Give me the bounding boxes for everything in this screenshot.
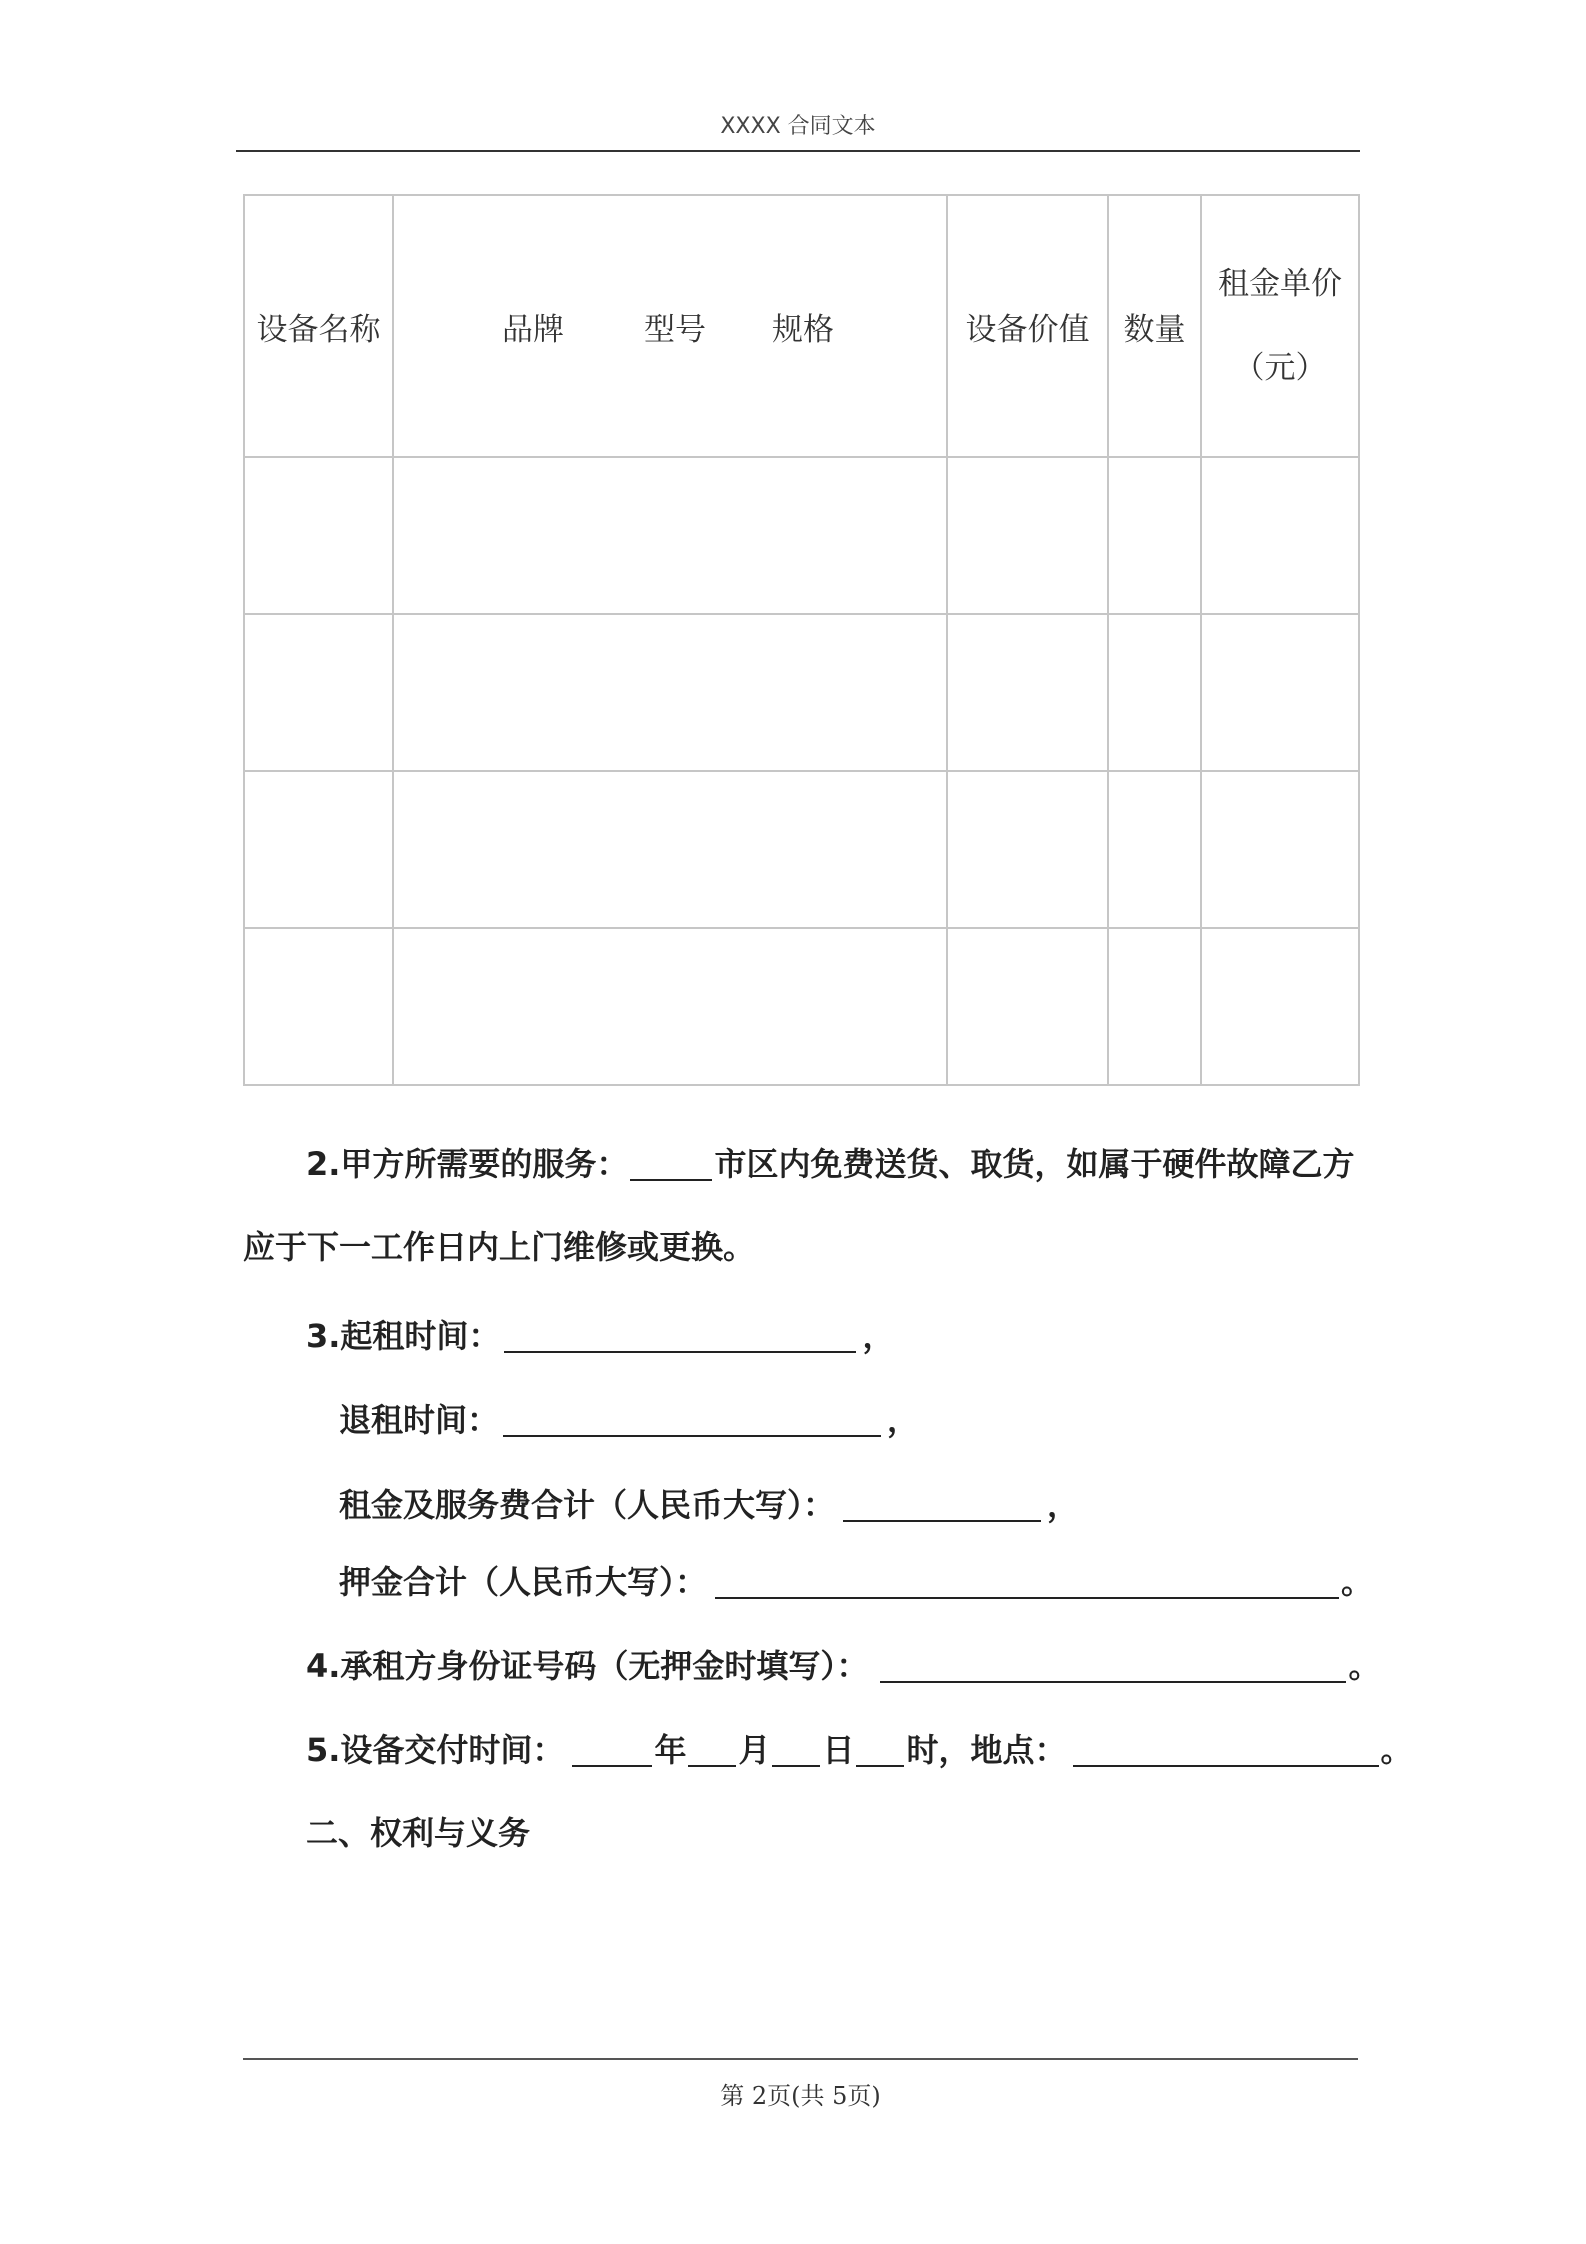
table-cell[interactable] bbox=[1201, 614, 1359, 771]
deposit-line bbox=[339, 1562, 1373, 1602]
table-cell[interactable] bbox=[244, 614, 393, 771]
item2-cont-text: 应于下一工作日内上门维修或更换。 bbox=[243, 1228, 756, 1266]
deposit-blank[interactable] bbox=[715, 1563, 1339, 1599]
hour-blank[interactable] bbox=[856, 1731, 904, 1767]
item4-line bbox=[306, 1646, 1380, 1686]
month-label: 月 bbox=[738, 1731, 771, 1769]
header-rent-line2: （元） bbox=[1233, 350, 1327, 386]
service-blank[interactable] bbox=[630, 1145, 712, 1181]
start-time-label: 3.起租时间： bbox=[306, 1317, 501, 1355]
table-cell[interactable] bbox=[1201, 928, 1359, 1085]
comma: ， bbox=[862, 1317, 895, 1355]
end-time-line bbox=[339, 1400, 919, 1440]
table-cell[interactable] bbox=[947, 928, 1108, 1085]
rent-total-line bbox=[339, 1485, 1079, 1525]
table-header-row bbox=[244, 195, 1359, 457]
section2-title bbox=[306, 1813, 530, 1853]
page-header bbox=[236, 106, 1360, 152]
item2-line bbox=[306, 1144, 1354, 1184]
year-label: 年 bbox=[654, 1731, 687, 1769]
table-row bbox=[244, 928, 1359, 1085]
id-number-label: 4.承租方身份证号码（无押金时填写）： bbox=[306, 1647, 869, 1685]
item3-line bbox=[306, 1316, 894, 1356]
day-label: 日 bbox=[822, 1731, 855, 1769]
deposit-label: 押金合计（人民币大写）： bbox=[339, 1563, 708, 1601]
header-rent-line1: 租金单价 bbox=[1218, 266, 1342, 302]
table-cell[interactable] bbox=[244, 928, 393, 1085]
id-number-blank[interactable] bbox=[880, 1647, 1346, 1683]
footer-rule bbox=[243, 2058, 1358, 2060]
comma: ， bbox=[887, 1401, 920, 1439]
end-time-blank[interactable] bbox=[503, 1401, 881, 1437]
header-brand: 品牌 bbox=[502, 311, 564, 348]
header-equipment-name: 设备名称 bbox=[244, 195, 393, 457]
rent-total-blank[interactable] bbox=[843, 1486, 1041, 1522]
header-model: 型号 bbox=[644, 311, 706, 348]
table-cell[interactable] bbox=[244, 771, 393, 928]
table-cell[interactable] bbox=[1108, 614, 1201, 771]
table-cell[interactable] bbox=[244, 457, 393, 614]
table-cell[interactable] bbox=[1108, 928, 1201, 1085]
item2-text: 市区内免费送货、取货，如属于硬件故障乙方 bbox=[714, 1145, 1355, 1183]
month-blank[interactable] bbox=[688, 1731, 736, 1767]
table-cell[interactable] bbox=[1108, 457, 1201, 614]
table-cell[interactable] bbox=[393, 771, 947, 928]
equipment-table bbox=[243, 194, 1360, 1086]
table-row bbox=[244, 614, 1359, 771]
day-blank[interactable] bbox=[772, 1731, 820, 1767]
comma: ， bbox=[1047, 1486, 1080, 1524]
end-time-label: 退租时间： bbox=[339, 1401, 500, 1439]
item5-line bbox=[306, 1730, 1413, 1770]
header-rent-unit-price bbox=[1201, 195, 1359, 457]
header-spec: 规格 bbox=[772, 311, 834, 348]
header-brand-model-spec bbox=[393, 195, 947, 457]
table-row bbox=[244, 771, 1359, 928]
header-title: XXXX 合同文本 bbox=[720, 114, 876, 139]
item2-continuation bbox=[243, 1227, 755, 1267]
table-cell[interactable] bbox=[1201, 771, 1359, 928]
rent-total-label: 租金及服务费合计（人民币大写）： bbox=[339, 1486, 836, 1524]
page-number: 第 2页(共 5页) bbox=[720, 2082, 881, 2110]
header-quantity: 数量 bbox=[1108, 195, 1201, 457]
table-cell[interactable] bbox=[947, 614, 1108, 771]
period: 。 bbox=[1341, 1563, 1374, 1601]
period: 。 bbox=[1380, 1731, 1413, 1769]
table-cell[interactable] bbox=[393, 928, 947, 1085]
period: 。 bbox=[1348, 1647, 1381, 1685]
delivery-time-label: 5.设备交付时间： bbox=[306, 1731, 565, 1769]
page-footer bbox=[243, 2076, 1358, 2111]
start-time-blank[interactable] bbox=[504, 1317, 856, 1353]
table-cell[interactable] bbox=[1201, 457, 1359, 614]
header-equipment-value: 设备价值 bbox=[947, 195, 1108, 457]
table-cell[interactable] bbox=[393, 457, 947, 614]
table-cell[interactable] bbox=[1108, 771, 1201, 928]
table-cell[interactable] bbox=[947, 771, 1108, 928]
section2-title-text: 二、权利与义务 bbox=[306, 1814, 531, 1852]
table-cell[interactable] bbox=[947, 457, 1108, 614]
item2-label: 2.甲方所需要的服务： bbox=[306, 1145, 629, 1183]
table-cell[interactable] bbox=[393, 614, 947, 771]
table-row bbox=[244, 457, 1359, 614]
year-blank[interactable] bbox=[572, 1731, 652, 1767]
place-blank[interactable] bbox=[1073, 1731, 1379, 1767]
hour-place-label: 时，地点： bbox=[906, 1731, 1067, 1769]
